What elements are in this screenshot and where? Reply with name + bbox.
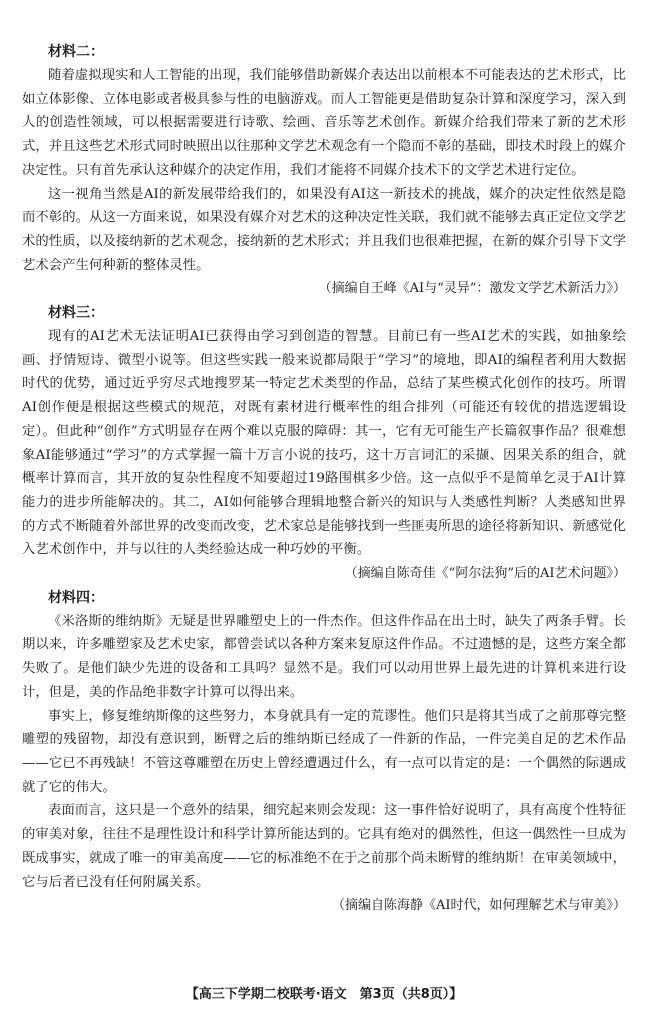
material-4-source: （摘编自陈海静《AI时代，如何理解艺术与审美》） [331, 898, 626, 914]
material-3-paragraph-1: 现有的AI艺术无法证明AI已获得由学习到创造的智慧。目前已有一些AI艺术的实践，如抽象绘画、抒情短诗、微型小说等。但这些实践一般来说都局限于“学习”的境地，即AI的编程者利用大数据时代的优势，通过近乎穷尽式地搜罗某一特定艺术类型的作品，总结了某些模式化创作的技巧。所谓AI创作便是根据这些模式的规范，对既有素材进行概率性的组合排列（可能还有较优的措选逻辑设定）。但此种“创作”方式明显存在两个难以克服的障碍：其一，它有无可能生产长篇叙事作品？很难想象AI能够通过“学习”的方式掌握一篇十万言小说的技巧，这十万言词汇的采撷、因果关系的组合，就概率计算而言，其开放的复杂性程度不知要超过19路围棋多少倍。这一点似乎不是简单乞灵于AI计算能力的进步所能解决的。其二，AI如何能够合理辑地整合新兴的知识与人类感性判断？人类感知世界的方式不断随着外部世界的改变而改变，艺术家总是能够找到一些匪夷所思的途径将新知识、新感觉化入艺术创作中，并与以往的人类经验达成一种巧妙的平衡。 [22, 329, 626, 558]
material-4-paragraph-1: 《米洛斯的维纳斯》无疑是世界雕塑史上的一件杰作。但这件作品在出土时，缺失了两条手臂。长期以来，许多雕塑家及艺术史家，都曾尝试以各种方案来复原这件作品。不过遗憾的是，这些方案全都失败了。是他们缺少先进的设备和工具吗？显然不是。我们可以动用世界上最先进的计算机来进行设计，但是，美的作品绝非数字计算可以得出来。 [22, 613, 626, 700]
material-2-paragraph-2: 这一视角当然是AI的新发展带给我们的，如果没有AI这一新技术的挑战，媒介的决定性依然是隐而不彰的。从这一方面来说，如果没有媒介对艺术的这种决定性关联，我们就不能够去真正定位文学艺术的性质，以及接纳新的艺术观念，接纳新的艺术形式；并且我们也很难把握，在新的媒介引导下文学艺术会产生何种新的整体灵性。 [22, 186, 626, 273]
material-3-source: （摘编自陈奇佳《“阿尔法狗”后的AI艺术问题》） [344, 566, 626, 582]
material-2-heading: 材料二： [48, 44, 104, 60]
material-4-paragraph-3: 表面而言，这只是一个意外的结果，细究起来则会发现：这一事件恰好说明了，具有高度个性特征的审美对象，往往不是理性设计和科学计算所能达到的。它具有绝对的偶然性，但这一偶然性一旦成为既成事实，就成了唯一的审美高度——它的标准绝不在于之前那个尚未断臂的维纳斯！在审美领域中，它与后者已没有任何附属关系。 [22, 803, 626, 890]
material-4-heading: 材料四： [48, 589, 104, 606]
page-body [22, 40, 626, 918]
material-2-paragraph-1: 随着虚拟现实和人工智能的出现，我们能够借助新媒介表达出以前根本不可能表达的艺术形式，比如立体影像、立体电影或者极具参与性的电脑游戏。而人工智能更是借助复杂计算和深度学习，深入到人的创造性领域，可以根据需要进行诗歌、绘画、音乐等艺术创作。新媒介给我们带来了新的艺术形式，并且这些艺术形式同时映照出以往那种文学艺术观念有一个隐而不彰的基础，即技术时段上的媒介决定性。只有首先承认这种媒介的决定作用，我们才能将不同媒介技术下的文学艺术进行定位。 [22, 68, 626, 178]
material-3-heading: 材料三： [48, 305, 104, 322]
material-4-paragraph-2: 事实上，修复维纳斯像的这些努力，本身就具有一定的荒谬性。他们只是将其当成了之前那尊完整雕塑的残留物，却没有意识到，断臂之后的维纳斯已经成了一件新的作品，一件完美自足的艺术作品——它已不再残缺！不管这尊雕塑在历史上曾经遭遇过什么，有一点可以肯定的是：一个偶然的际遇成就了它的伟大。 [22, 708, 626, 795]
material-2-source: （摘编自王峰《AI与“灵异”：激发文学艺术新活力》） [318, 281, 626, 297]
page-footer: 【高三下学期二校联考·语文 第3页（共8页）】 [185, 987, 463, 1002]
